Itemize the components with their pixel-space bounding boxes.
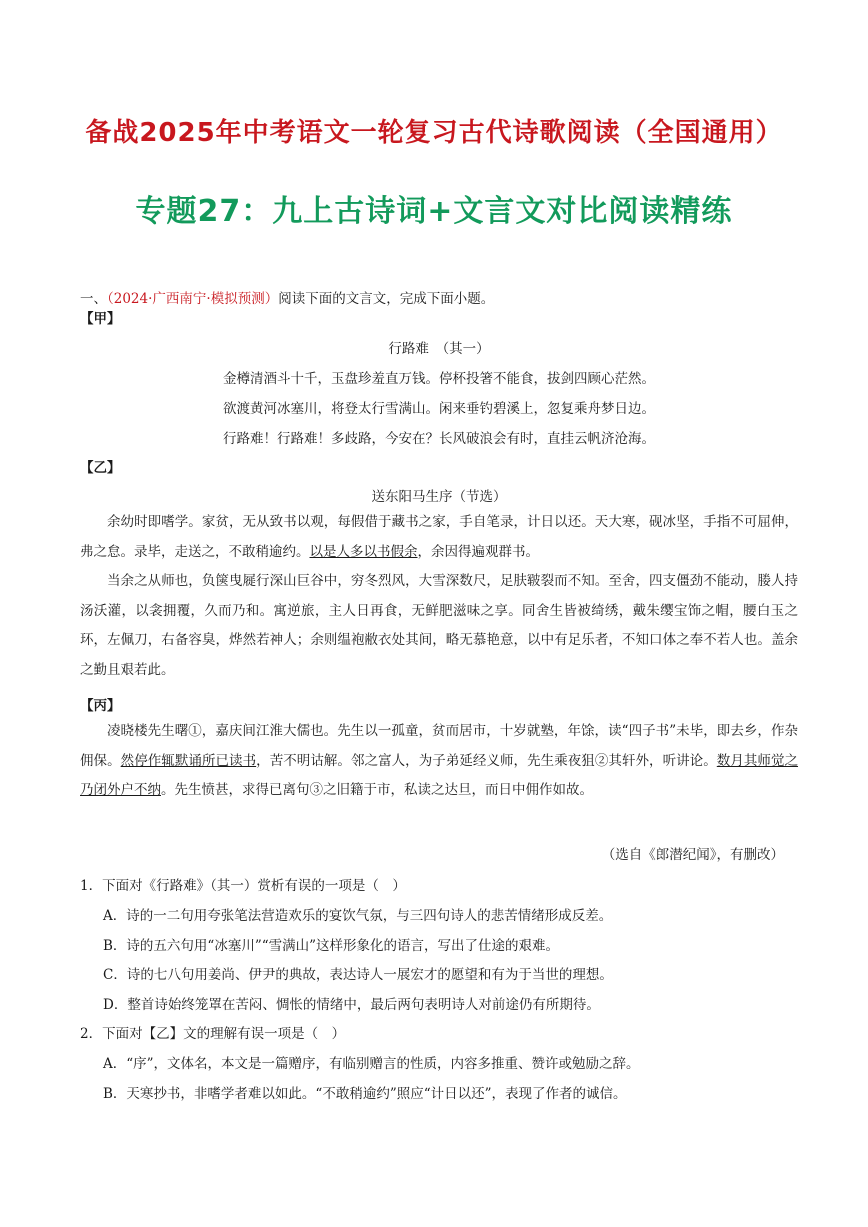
text: 。先生愤甚，求得已离句③之旧籍于市，私读之达旦，而日中佣作如故。 (161, 782, 593, 798)
section-label-yi: 【乙】 (80, 460, 121, 476)
question-intro (80, 287, 798, 307)
underlined-sentence: 然停作辄默诵所已读书 (120, 752, 257, 769)
text: 凌晓楼先生曙①，嘉庆间江淮大儒也。先生以一孤童，贫而居市，十岁就塾，年馀，读“四子书”未毕，即去乡，作杂佣保。 (80, 723, 798, 769)
text: ，苦不明诂解。邻之富人，为子弟延经义师，先生乘夜狙②其轩外，听讲论。 (256, 752, 717, 769)
prose-body-yi (80, 508, 798, 685)
q1-option-b: B．诗的五六句用“冰塞川”“雪满山”这样形象化的语言，写出了仕途的艰难。 (103, 938, 560, 954)
paragraph: 当余之从师也，负箧曳屣行深山巨谷中，穷冬烈风，大雪深数尺，足肤皲裂而不知。至舍，四支僵劲不能动，媵人持汤沃灌，以衾拥覆，久而乃和。寓逆旅，主人日再食，无鲜肥滋味之享。同舍生皆被绮绣，戴朱缨宝饰之帽，腰白玉之环，左佩刀，右备容臭，烨然若神人；余则缊袍敝衣处其间，略无慕艳意，以中有足乐者，不知口体之奉不若人也。盖余之勤且艰若此。 (80, 573, 798, 678)
poem-line-3: 行路难！行路难！多歧路，今安在？长风破浪会有时，直挂云帆济沧海。 (223, 431, 655, 447)
q2-option-b: B．天寒抄书，非嗜学者难以如此。“不敢稍逾约”照应“计日以还”，表现了作者的诚信。 (103, 1086, 627, 1102)
question-1-stem: 1．下面对《行路难》（其一）赏析有误的一项是（ ） (80, 878, 406, 894)
poem-line-1: 金樽清酒斗十千，玉盘珍羞直万钱。停杯投箸不能食，拔剑四顾心茫然。 (223, 371, 655, 387)
question-2-stem: 2．下面对【乙】文的理解有误一项是（ ） (80, 1026, 346, 1042)
section-label-jia: 【甲】 (80, 311, 121, 327)
source-note: （选自《郎潜纪闻》，有删改） (601, 847, 784, 863)
q1-option-d: D．整首诗始终笼罩在苦闷、惆怅的情绪中，最后两句表明诗人对前途仍有所期待。 (103, 997, 600, 1013)
question-instruction: 阅读下面的文言文，完成下面小题。 (278, 291, 495, 307)
question-number: 一、 (80, 291, 107, 307)
poem-title: 行路难 （其一） (388, 341, 490, 357)
q1-option-a: A．诗的一二句用夸张笔法营造欢乐的宴饮气氛，与三四句诗人的悲苦情绪形成反差。 (103, 908, 613, 924)
question-source: （2024·广西南宁·模拟预测） (107, 291, 279, 307)
prose-title: 送东阳马生序（节选） (371, 489, 507, 505)
text: ，余因得遍观群书。 (417, 543, 539, 560)
q1-option-c: C．诗的七八句用姜尚、伊尹的典故，表达诗人一展宏才的愿望和有为于当世的理想。 (103, 967, 613, 983)
paragraph (80, 717, 798, 806)
page-subtitle: 专题27：九上古诗词+文言文对比阅读精练 (135, 194, 733, 229)
underlined-sentence: 以是人多以书假余 (309, 543, 418, 560)
section-label-bing: 【丙】 (80, 698, 121, 714)
underlined-sentence: 数月其师觉之乃闭外户不纳 (80, 752, 799, 798)
prose-body-bing (80, 717, 798, 806)
q2-option-a: A．“序”，文体名，本文是一篇赠序，有临别赠言的性质，内容多推重、赞许或勉励之辞。 (103, 1056, 640, 1072)
paragraph (80, 508, 798, 567)
poem-line-2: 欲渡黄河冰塞川，将登太行雪满山。闲来垂钓碧溪上，忽复乘舟梦日边。 (223, 401, 655, 417)
text: 余幼时即嗜学。家贫，无从致书以观，每假借于藏书之家，手自笔录，计日以还。天大寒，砚冰坚，手指不可屈伸，弗之怠。录毕，走送之，不敢稍逾约。 (80, 514, 798, 560)
page-title: 备战2025年中考语文一轮复习古代诗歌阅读（全国通用） (85, 118, 783, 148)
